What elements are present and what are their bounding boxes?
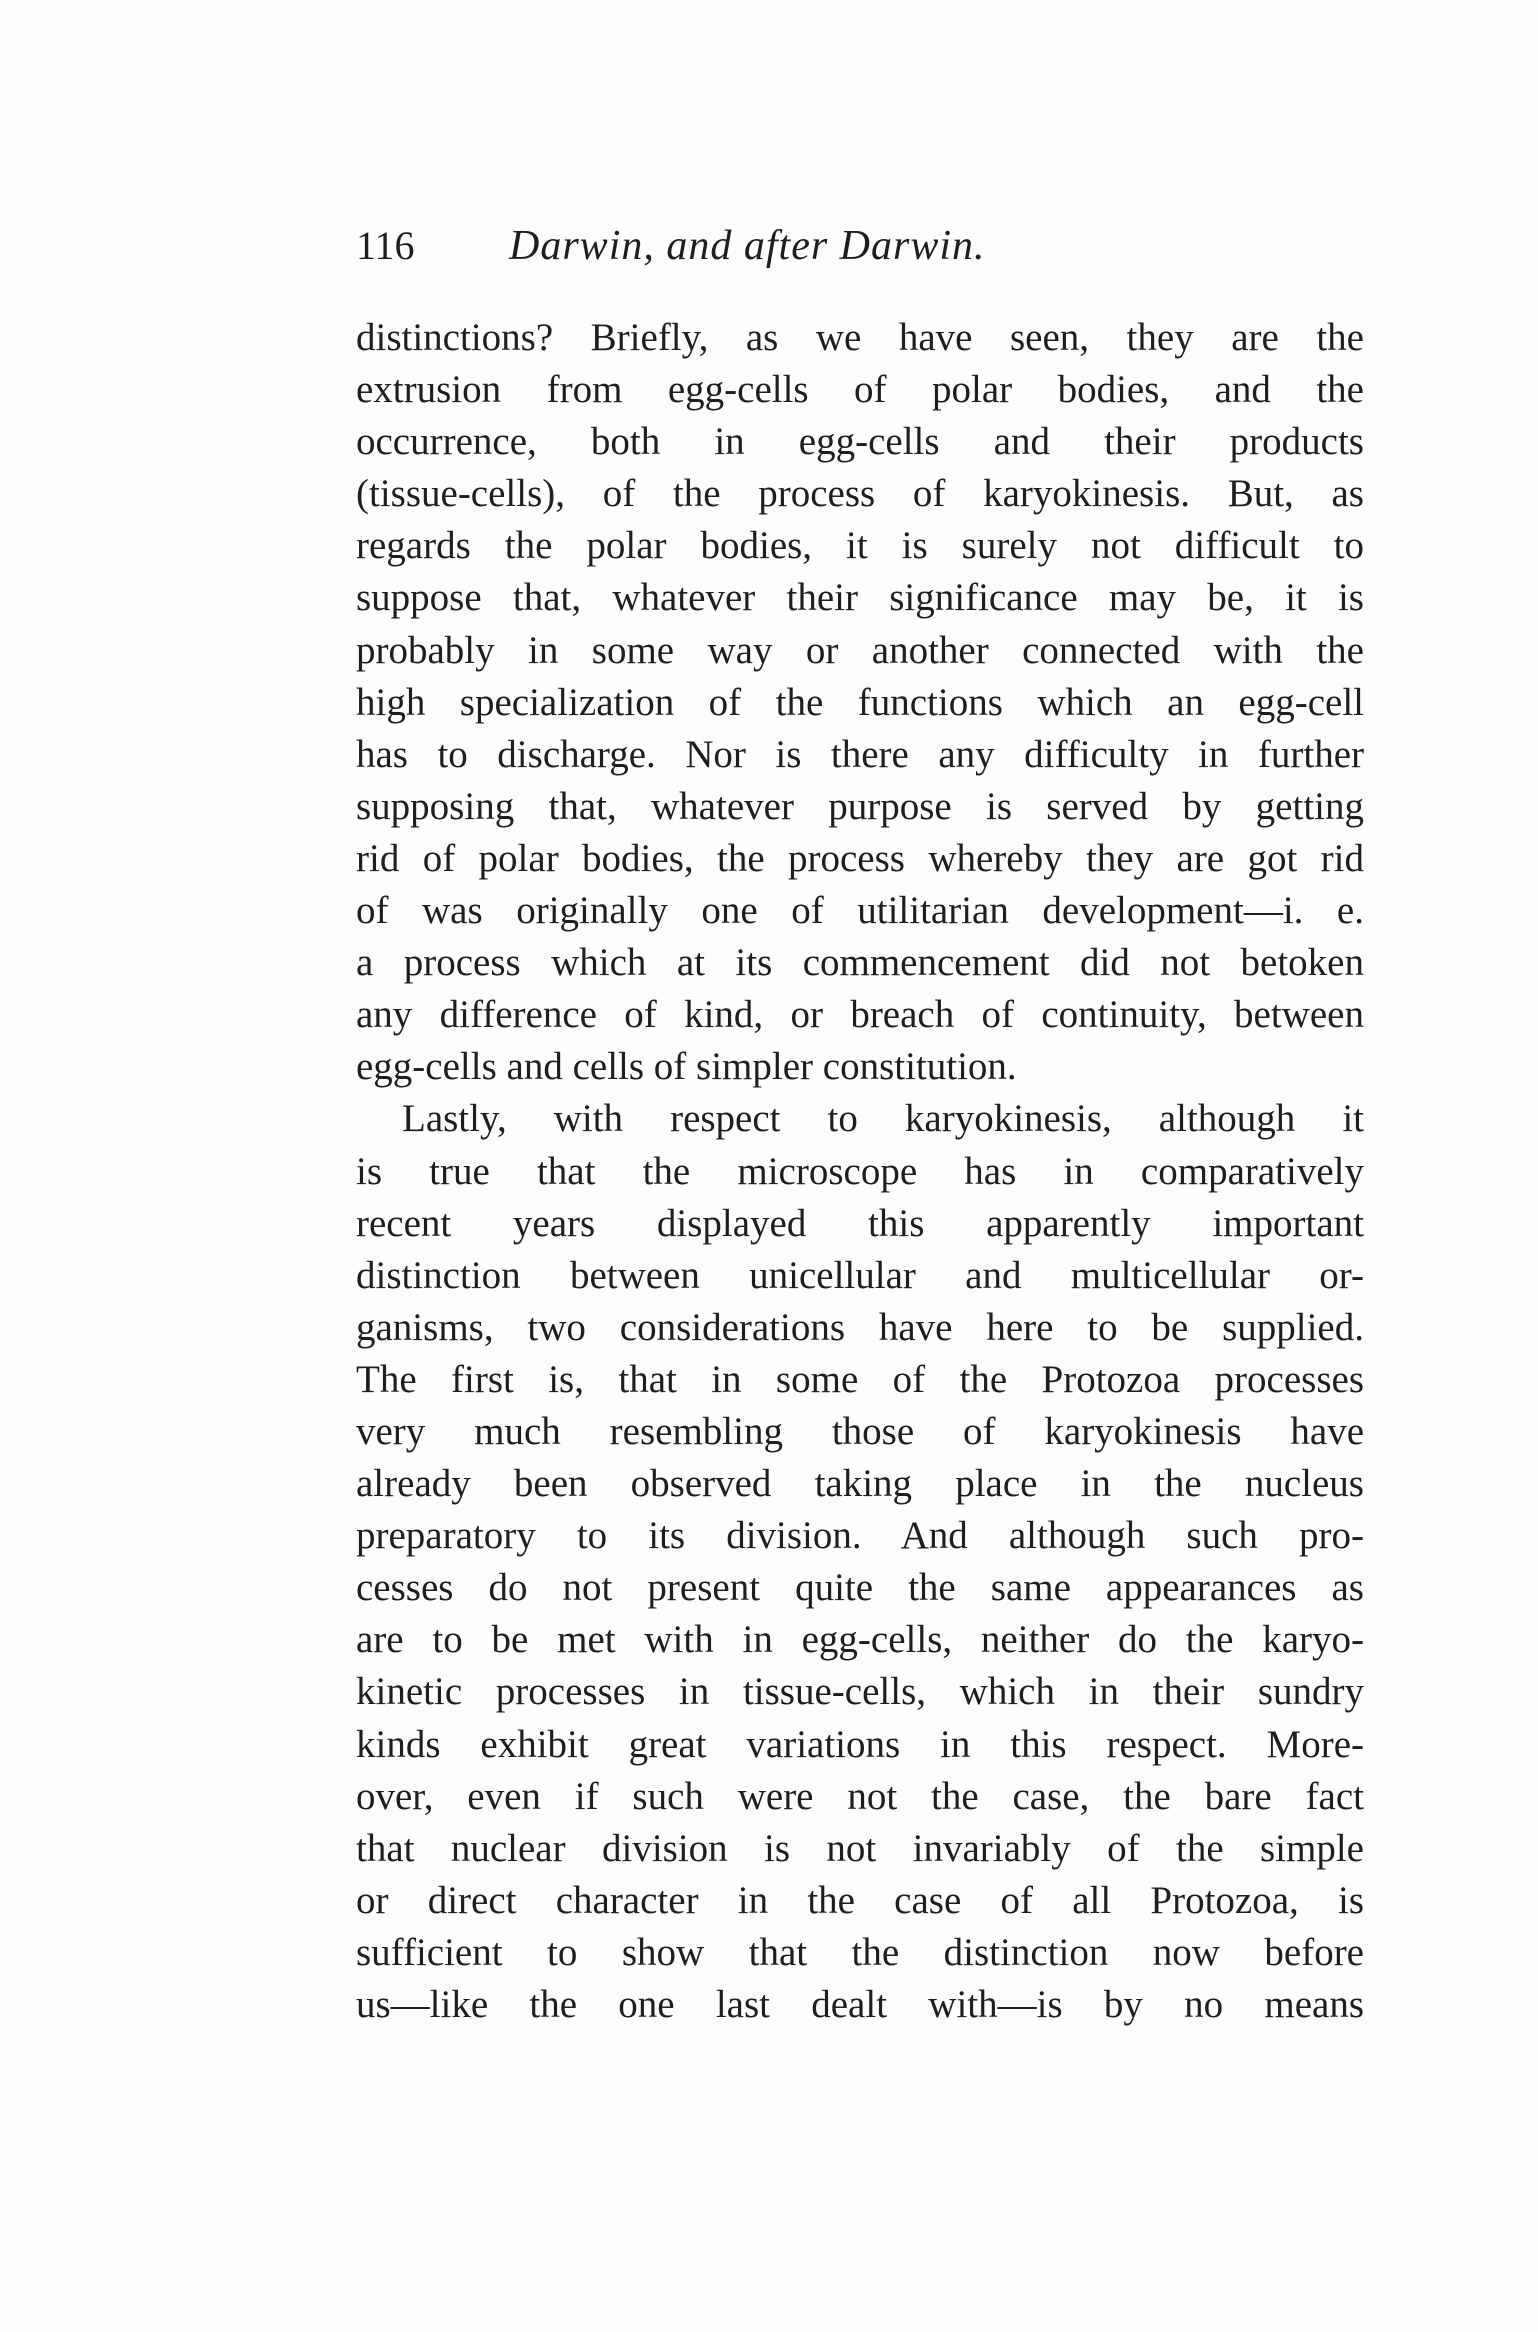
- text-line: is true that the microscope has in comparatively: [356, 1149, 1364, 1193]
- text-line: occurrence, both in egg-cells and their products: [356, 420, 1364, 464]
- text-line: supposing that, whatever purpose is served by getting: [356, 784, 1364, 828]
- text-line: a process which at its commencement did not betoken: [356, 941, 1364, 985]
- text-line: very much resembling those of karyokinesis have: [356, 1409, 1364, 1453]
- text-line: egg-cells and cells of simpler constitution.: [356, 1045, 1017, 1089]
- text-line: any difference of kind, or breach of continuity, between: [356, 993, 1364, 1037]
- page-number: 116: [356, 223, 415, 268]
- text-line: probably in some way or another connected with the: [356, 628, 1364, 672]
- text-line: cesses do not present quite the same appearances as: [356, 1566, 1364, 1610]
- text-line: preparatory to its division. And although such pro-: [356, 1514, 1364, 1558]
- text-line: kinetic processes in tissue-cells, which in their sundry: [356, 1670, 1364, 1714]
- page-body: [356, 312, 1364, 2031]
- text-line: extrusion from egg-cells of polar bodies, and the: [356, 368, 1364, 412]
- paragraph: [356, 312, 1364, 1093]
- text-line: (tissue-cells), of the process of karyokinesis. But, as: [356, 472, 1364, 516]
- text-line: The first is, that in some of the Protozoa processes: [356, 1357, 1364, 1401]
- text-line: rid of polar bodies, the process whereby they are got rid: [356, 836, 1364, 880]
- paragraph: [356, 1093, 1364, 2031]
- text-line: sufficient to show that the distinction now before: [356, 1930, 1364, 1974]
- text-line: over, even if such were not the case, the bare fact: [356, 1774, 1364, 1818]
- text-line: of was originally one of utilitarian development—i. e.: [356, 889, 1364, 933]
- running-title: Darwin, and after Darwin.: [509, 223, 986, 269]
- text-line: has to discharge. Nor is there any difficulty in further: [356, 732, 1364, 776]
- text-line: or direct character in the case of all Protozoa, is: [356, 1878, 1364, 1922]
- text-line: that nuclear division is not invariably of the simple: [356, 1826, 1364, 1870]
- page-header: [356, 222, 1364, 274]
- text-line: Lastly, with respect to karyokinesis, although it: [402, 1097, 1364, 1141]
- text-line: us—like the one last dealt with—is by no means: [356, 1983, 1364, 2026]
- text-line: kinds exhibit great variations in this respect. More-: [356, 1722, 1364, 1766]
- text-line: are to be met with in egg-cells, neither do the karyo-: [356, 1618, 1364, 1662]
- text-line: high specialization of the functions which an egg-cell: [356, 680, 1364, 724]
- text-line: distinctions? Briefly, as we have seen, they are the: [356, 316, 1364, 359]
- text-line: already been observed taking place in the nucleus: [356, 1462, 1364, 1506]
- text-line: ganisms, two considerations have here to be supplied.: [356, 1305, 1364, 1349]
- text-line: suppose that, whatever their significance may be, it is: [356, 576, 1364, 620]
- text-line: distinction between unicellular and multicellular or-: [356, 1253, 1364, 1297]
- text-line: recent years displayed this apparently important: [356, 1201, 1364, 1245]
- text-line: regards the polar bodies, it is surely not difficult to: [356, 524, 1364, 568]
